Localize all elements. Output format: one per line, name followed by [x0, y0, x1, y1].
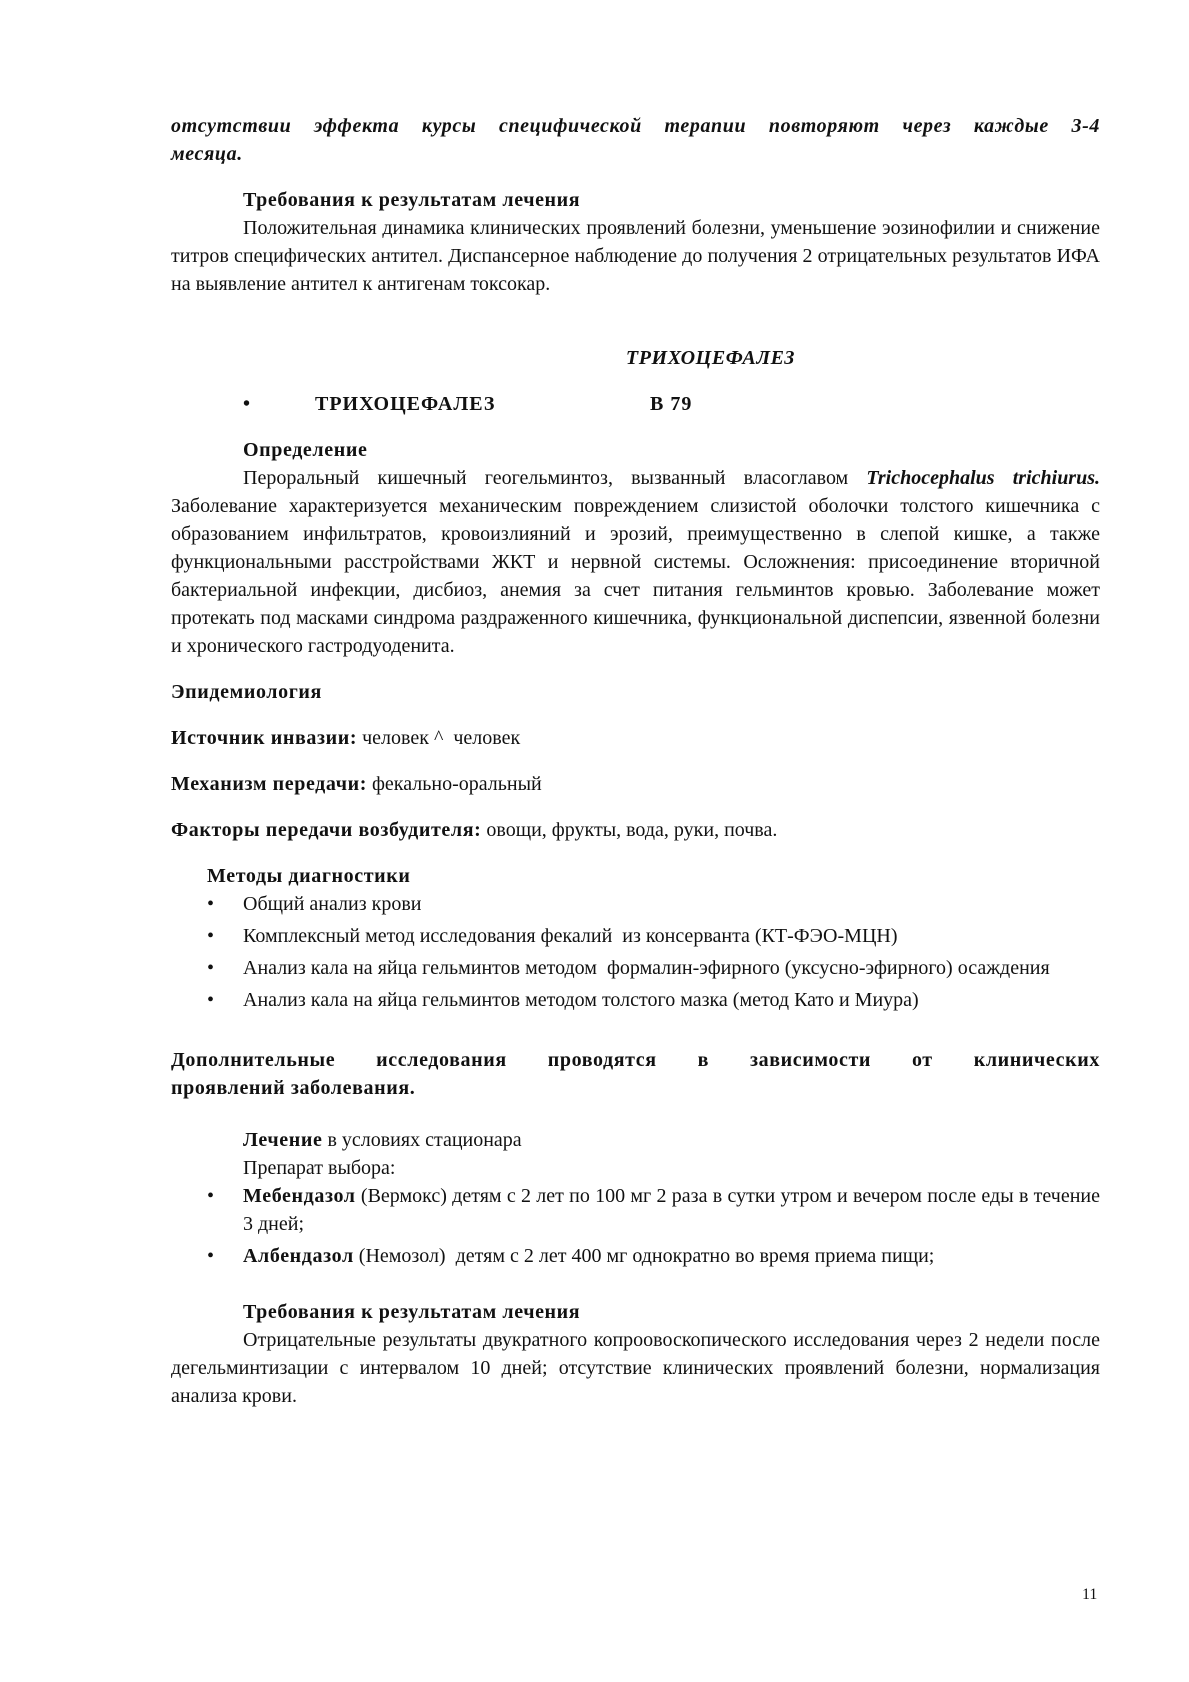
- intro-line-2: месяца.: [171, 143, 243, 165]
- mechanism-label: Механизм передачи:: [171, 773, 367, 795]
- definition-text: [171, 464, 1100, 660]
- req1-heading: Требования к результатам лечения: [243, 189, 581, 211]
- epidemiology-heading: Эпидемиология: [171, 681, 322, 703]
- req2-text: Отрицательные результаты двукратного копроовоскопического исследования через 2 недели после дегельминтизации с интервалом 10 дней; отсутствие клинических проявлений болезни, нормализация анализа крови.: [171, 1329, 1100, 1407]
- req2-heading: Требования к результатам лечения: [243, 1301, 581, 1323]
- list-item: • Албендазол (Немозол) детям с 2 лет 400 мг однократно во время приема пищи;: [207, 1245, 935, 1267]
- mechanism-value: фекально-оральный: [371, 773, 542, 795]
- page-number: 11: [1082, 1586, 1098, 1603]
- latin-name: Trichocephalus trichiurus.: [866, 467, 1101, 489]
- additional-note: [171, 1046, 1100, 1102]
- section-title: ТРИХОЦЕФАЛЕЗ: [625, 347, 796, 369]
- additional-line-1: Дополнительные исследования проводятся в зависимости от клинических: [171, 1049, 1100, 1071]
- subsection-name: ТРИХОЦЕФАЛЕЗ: [315, 393, 496, 415]
- drug-list: [171, 1182, 1100, 1270]
- list-item: • Общий анализ крови: [207, 893, 422, 915]
- factors-label: Факторы передачи возбудителя:: [171, 819, 482, 841]
- intro-paragraph: [171, 112, 1100, 168]
- intro-line-1: отсутствии эффекта курсы специфической терапии повторяют через каждые 3-4: [171, 115, 1100, 137]
- definition-heading: Определение: [243, 439, 368, 461]
- list-item: • Анализ кала на яйца гельминтов методом формалин-эфирного (уксусно-эфирного) осаждения: [207, 957, 1050, 979]
- source-line: [171, 724, 1100, 752]
- definition-lead: Пероральный кишечный геогельминтоз, вызванный власоглавом: [243, 467, 849, 489]
- definition-body: Заболевание характеризуется механическим повреждением слизистой оболочки толстого кишечника с образованием инфильтратов, кровоизлияний и эрозий, преимущественно в слепой кишке, а также функциональными расстройствами ЖКТ и нервной системы. Осложнения: присоединение вторичной бактериальной инфекции, дисбиоз, анемия за счет питания гельминтов кровью. Заболевание может протекать под масками синдрома раздраженного кишечника, функциональной диспепсии, язвенной болезни и хронического гастродуоденита.: [171, 495, 1100, 657]
- additional-line-2: проявлений заболевания.: [171, 1077, 416, 1099]
- disease-code: В 79: [650, 393, 693, 415]
- factors-line: [171, 816, 1100, 844]
- req1-text: Положительная динамика клинических проявлений болезни, уменьшение эозинофилии и снижение титров специфических антител. Диспансерное наблюдение до получения 2 отрицательных результатов ИФА на выявление антител к антигенам токсокар.: [171, 217, 1100, 295]
- factors-value: овощи, фрукты, вода, руки, почва.: [486, 819, 778, 841]
- source-label: Источник инвазии:: [171, 727, 358, 749]
- drug-choice: Препарат выбора:: [243, 1157, 396, 1179]
- mechanism-line: [171, 770, 1100, 798]
- list-item: • Мебендазол (Вермокс) детям с 2 лет по 100 мг 2 раза в сутки утром и вечером после еды в течение 3 дней;: [207, 1185, 1100, 1235]
- diagnostics-heading: Методы диагностики: [207, 865, 411, 887]
- treatment-label: Лечение: [243, 1129, 323, 1151]
- source-value: человек ^ человек: [362, 727, 521, 749]
- diagnostics-list: [171, 890, 1100, 1014]
- subsection-heading: [171, 390, 1100, 418]
- list-item: • Комплексный метод исследования фекалий из консерванта (КТ-ФЭО-МЦН): [207, 925, 898, 947]
- bullet-marker: •: [243, 393, 252, 415]
- list-item: • Анализ кала на яйца гельминтов методом толстого мазка (метод Като и Миура): [207, 989, 919, 1011]
- treatment-line: [171, 1126, 1100, 1154]
- document-page: [171, 112, 1100, 1410]
- treatment-label-rest: в условиях стационара: [327, 1129, 522, 1151]
